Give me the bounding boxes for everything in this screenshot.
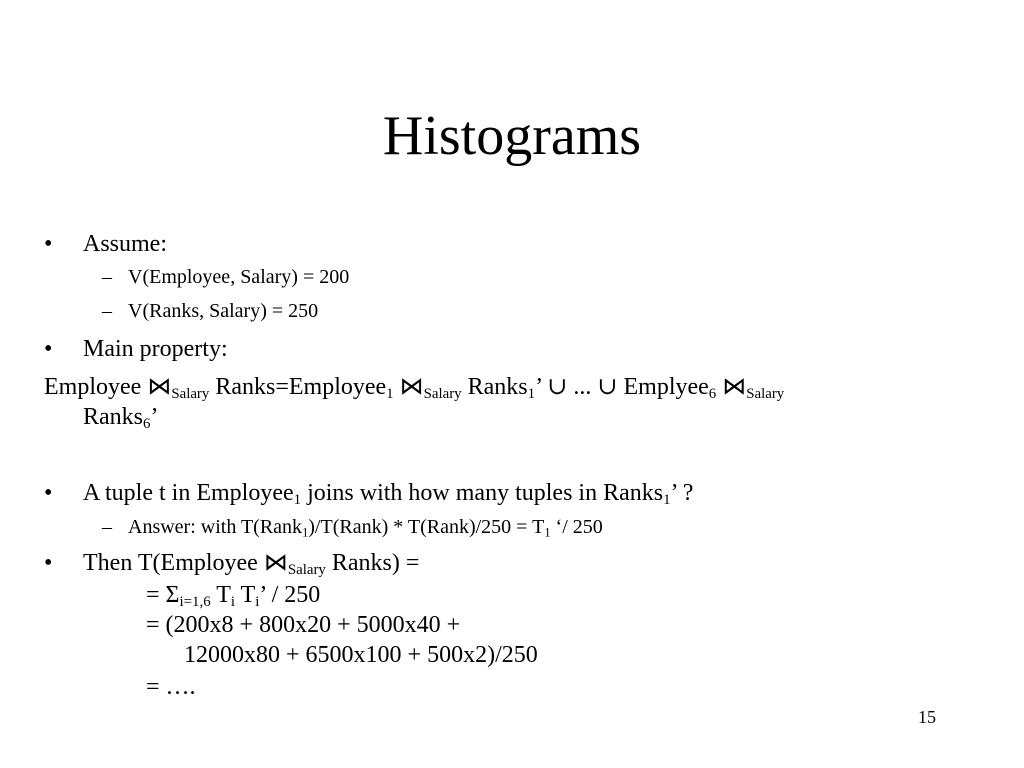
join-formula-line-2 xyxy=(83,402,158,432)
then-text: T xyxy=(210,582,231,608)
slide-title: Histograms xyxy=(382,105,642,167)
join-icon: ⋈ xyxy=(722,374,747,400)
subscript: 1 xyxy=(302,525,309,540)
answer-text: Answer: with T(Rank xyxy=(128,516,303,538)
formula-text: Ranks xyxy=(83,404,143,430)
tuple-question xyxy=(83,478,693,508)
bullet-icon: • xyxy=(44,480,53,506)
question-text: joins with how many tuples in Ranks xyxy=(301,480,664,506)
subscript: Salary xyxy=(746,386,785,403)
assume-label: Assume: xyxy=(83,231,167,257)
formula-text: ’ ∪ ... ∪ Emplyee xyxy=(535,374,709,400)
page-number: 15 xyxy=(918,707,936,727)
bullet-icon: • xyxy=(44,336,53,362)
subscript: i xyxy=(255,594,260,611)
dash-icon: – xyxy=(102,300,112,322)
subscript: 1 xyxy=(544,525,551,540)
subscript: 6 xyxy=(143,416,151,433)
subscript: 1 xyxy=(527,386,536,403)
subscript: 1 xyxy=(293,492,302,509)
subscript: i=1,6 xyxy=(179,594,211,611)
join-icon: ⋈ xyxy=(263,550,288,576)
answer-text: ‘/ 250 xyxy=(550,516,603,538)
then-line-5: = …. xyxy=(146,674,196,700)
bullet-icon: • xyxy=(44,231,53,257)
answer-text: )/T(Rank) * T(Rank)/250 = T xyxy=(308,516,545,538)
formula-text: Employee xyxy=(44,374,148,400)
subscript: Salary xyxy=(171,386,210,403)
answer-line xyxy=(128,514,603,540)
formula-text: ’ xyxy=(150,404,159,430)
subscript: i xyxy=(230,594,236,611)
then-line-4: 12000x80 + 6500x100 + 500x2)/250 xyxy=(184,642,538,668)
then-line-1 xyxy=(83,548,419,578)
dash-icon: – xyxy=(102,266,112,288)
then-text: Ranks) = xyxy=(325,550,420,576)
then-text: T xyxy=(235,582,256,608)
dash-icon: – xyxy=(102,516,112,538)
main-property-label: Main property: xyxy=(83,336,228,362)
question-text: A tuple t in Employee xyxy=(83,480,294,506)
subscript: 1 xyxy=(663,492,671,509)
then-text: = Σ xyxy=(146,582,180,608)
then-text: Then T(Employee xyxy=(83,550,264,576)
assume-item-2: V(Ranks, Salary) = 250 xyxy=(128,300,319,322)
then-line-2 xyxy=(146,580,320,610)
assume-item-1: V(Employee, Salary) = 200 xyxy=(128,266,350,288)
formula-text: Ranks=Employee xyxy=(209,374,387,400)
then-text: ’ / 250 xyxy=(259,582,321,608)
then-line-3: = (200x8 + 800x20 + 5000x40 + xyxy=(146,612,461,638)
bullet-icon: • xyxy=(44,550,53,576)
subscript: 1 xyxy=(386,386,394,403)
subscript: Salary xyxy=(423,386,462,403)
join-icon: ⋈ xyxy=(399,374,424,400)
subscript: Salary xyxy=(287,562,326,579)
join-formula-line-1 xyxy=(44,372,784,402)
question-text: ’ ? xyxy=(670,480,694,506)
formula-text: Ranks xyxy=(461,374,528,400)
subscript: 6 xyxy=(708,386,717,403)
join-icon: ⋈ xyxy=(147,374,172,400)
